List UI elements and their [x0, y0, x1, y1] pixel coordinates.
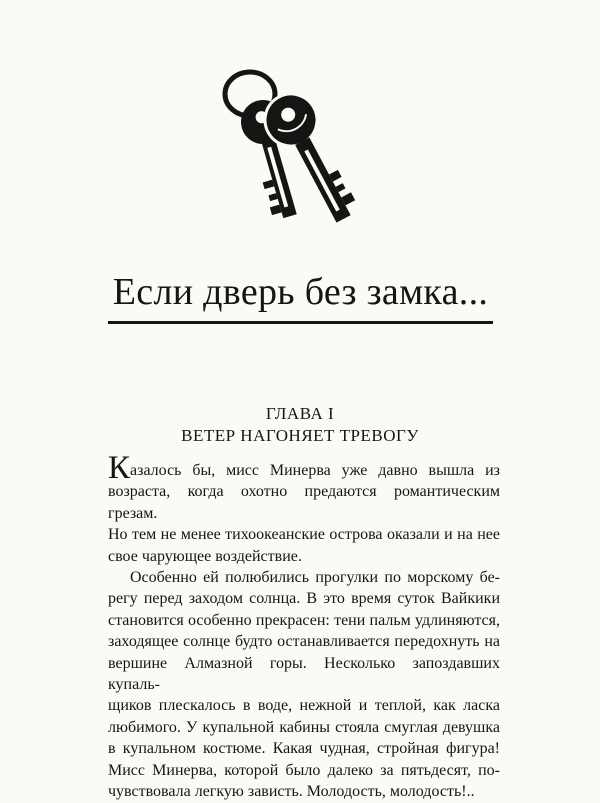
book-title: Если дверь без замка...: [112, 271, 489, 313]
text-line: Особенно ей полюбились прогулки по морскому бе-: [130, 569, 500, 587]
text-line: становится особенно прекрасен: тени пальм удлиняются,: [108, 611, 500, 629]
title-underline: [108, 321, 493, 324]
keys-icon: [205, 60, 375, 230]
text-line: щиков плескалось в воде, нежной и теплой, как ласка: [108, 697, 500, 715]
book-title-block: [108, 270, 493, 324]
text-line: чувствовала легкую зависть. Молодость, молодость!..: [108, 783, 475, 801]
text-line: заходящее солнце будто останавливается передохнуть на: [108, 633, 500, 651]
text-line: возраста, когда охотно предаются романтическим грезам.: [108, 483, 500, 522]
text-line: регу перед заходом солнца. В это время суток Вайкики: [108, 590, 500, 608]
text-line-rest: азалось бы, мисс Минерва уже давно вышла из: [130, 462, 500, 479]
chapter-number: ГЛАВА I: [265, 404, 335, 423]
text-line: Мисс Минерва, которой было далеко за пятьдесят, по-: [108, 761, 500, 779]
drop-cap: К: [108, 450, 131, 486]
chapter-title: ВЕТЕР НАГОНЯЕТ ТРЕВОГУ: [181, 426, 419, 445]
paragraph-2: [108, 567, 500, 802]
text-line: [108, 450, 500, 486]
text-line: в купальном костюме. Какая чудная, стройная фигура!: [108, 740, 500, 758]
body-text: [108, 450, 500, 803]
text-line: Но тем не менее тихоокеанские острова оказали и на нее: [108, 526, 500, 544]
text-line: вершине Алмазной горы. Несколько запоздавших купаль-: [108, 654, 500, 694]
text-line: свое чарующее воздействие.: [108, 547, 302, 565]
text-line: любимого. У купальной кабины стояла смуглая девушка: [108, 718, 500, 736]
paragraph-1: [108, 450, 500, 567]
